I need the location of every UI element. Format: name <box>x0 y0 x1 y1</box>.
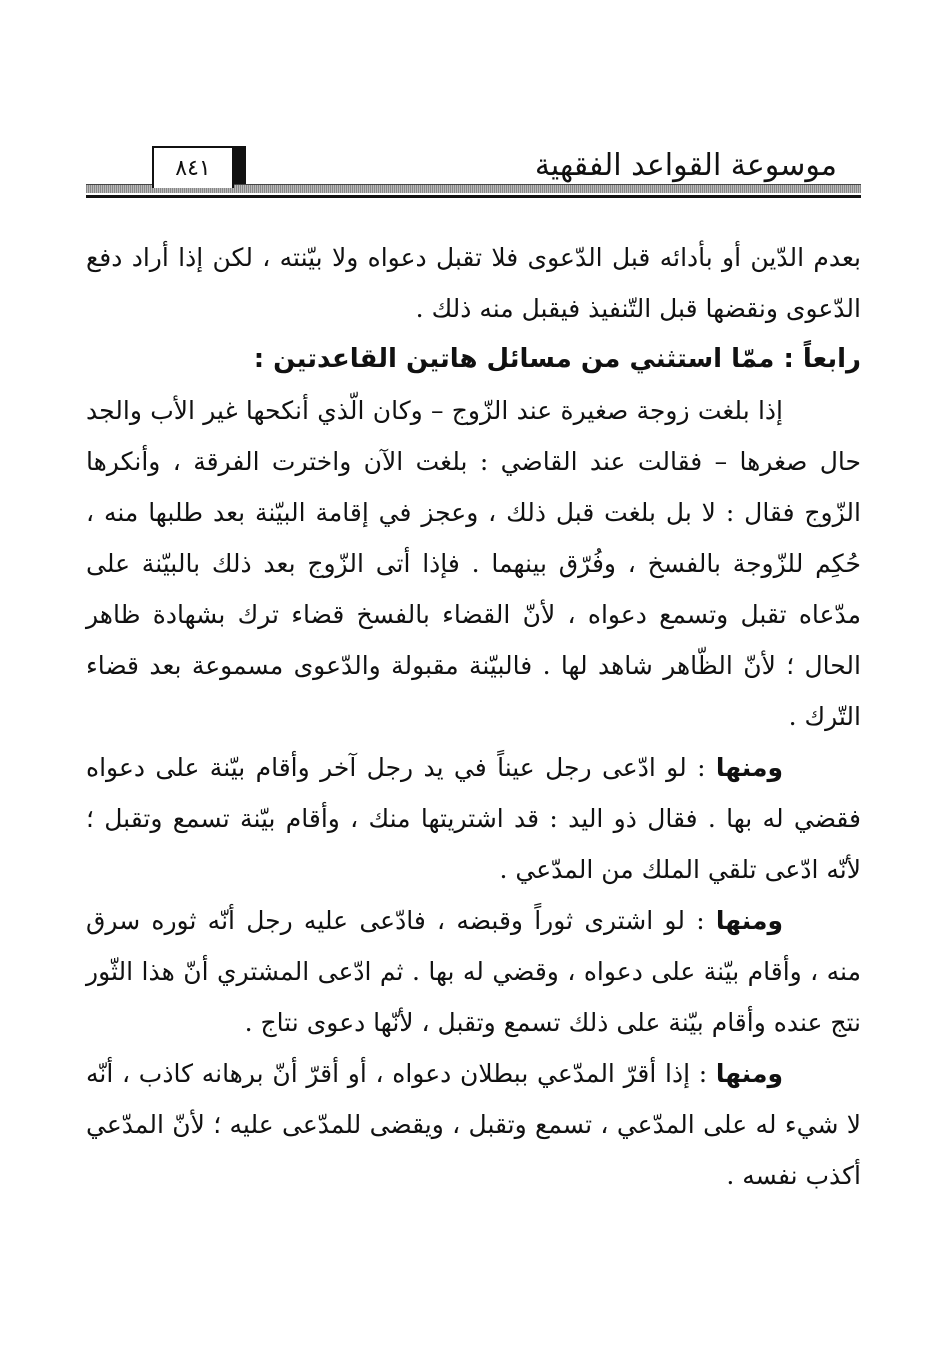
page-number-box-shadow <box>232 146 246 186</box>
running-header-title: موسوعة القواعد الفقهية <box>534 148 837 183</box>
page-body <box>86 232 861 1201</box>
paragraph-bride-case: إذا بلغت زوجة صغيرة عند الزّوج – وكان الّذي أنكحها غير الأب والجد حال صغرها – فقالت عند القاضي : بلغت الآن واخترت الفرقة ، وأنكرها الزّوج فقال : لا بل بلغت قبل ذلك ، وعجز في إقامة البيّنة بعد طلبها منه ، حُكِم للزّوجة بالفسخ ، وفُرّق بينهما . فإذا أتى الزّوج بعد ذلك بالبيّنة على مدّعاه تقبل وتسمع دعواه ، لأنّ القضاء بالفسخ قضاء ترك بشهادة ظاهر الحال ؛ لأنّ الظّاهر شاهد لها . فالبيّنة مقبولة والدّعوى مسموعة بعد قضاء التّرك . <box>86 396 861 731</box>
paragraph-lead-word: ومنها <box>715 1059 783 1088</box>
section-heading: رابعاً : ممّا استثني من مسائل هاتين القاعدتين : <box>253 344 861 374</box>
header-rule-underline <box>86 195 861 198</box>
paragraph-admission-case <box>86 1048 861 1201</box>
paragraph-continuation: بعدم الدّين أو بأدائه قبل الدّعوى فلا تقبل دعواه ولا بيّنته ، لكن إذا أراد دفع الدّعوى ونقضها قبل التّنفيذ فيقبل منه ذلك . <box>86 243 861 323</box>
paragraph-claimed-item-case <box>86 742 861 895</box>
paragraph-ox-case <box>86 895 861 1048</box>
paragraph-text: : لو ادّعى رجل عيناً في يد رجل آخر وأقام بيّنة على دعواه فقضي له بها . فقال ذو اليد : قد اشتريتها منك ، وأقام بيّنة تسمع وتقبل ؛ لأنّه ادّعى تلقي الملك من المدّعي . <box>86 753 861 884</box>
paragraph-text: : إذا أقرّ المدّعي ببطلان دعواه ، أو أقرّ أنّ برهانه كاذب ، أنّه لا شيء له على المدّعي ، تسمع وتقبل ، ويقضى للمدّعى عليه ؛ لأنّ المدّعي أكذب نفسه . <box>86 1059 861 1190</box>
paragraph-lead-word: ومنها <box>715 753 783 782</box>
page-number: ٨٤١ <box>152 146 234 188</box>
paragraph-text: : لو اشترى ثوراً وقبضه ، فادّعى عليه رجل أنّه ثوره سرق منه ، وأقام بيّنة على دعواه ، وقضي له بها . ثم ادّعى المشتري أنّ هذا الثّور نتج عنده وأقام بيّنة على ذلك تسمع وتقبل ، لأنّها دعوى نتاج . <box>86 906 861 1037</box>
paragraph-lead-word: ومنها <box>715 906 783 935</box>
